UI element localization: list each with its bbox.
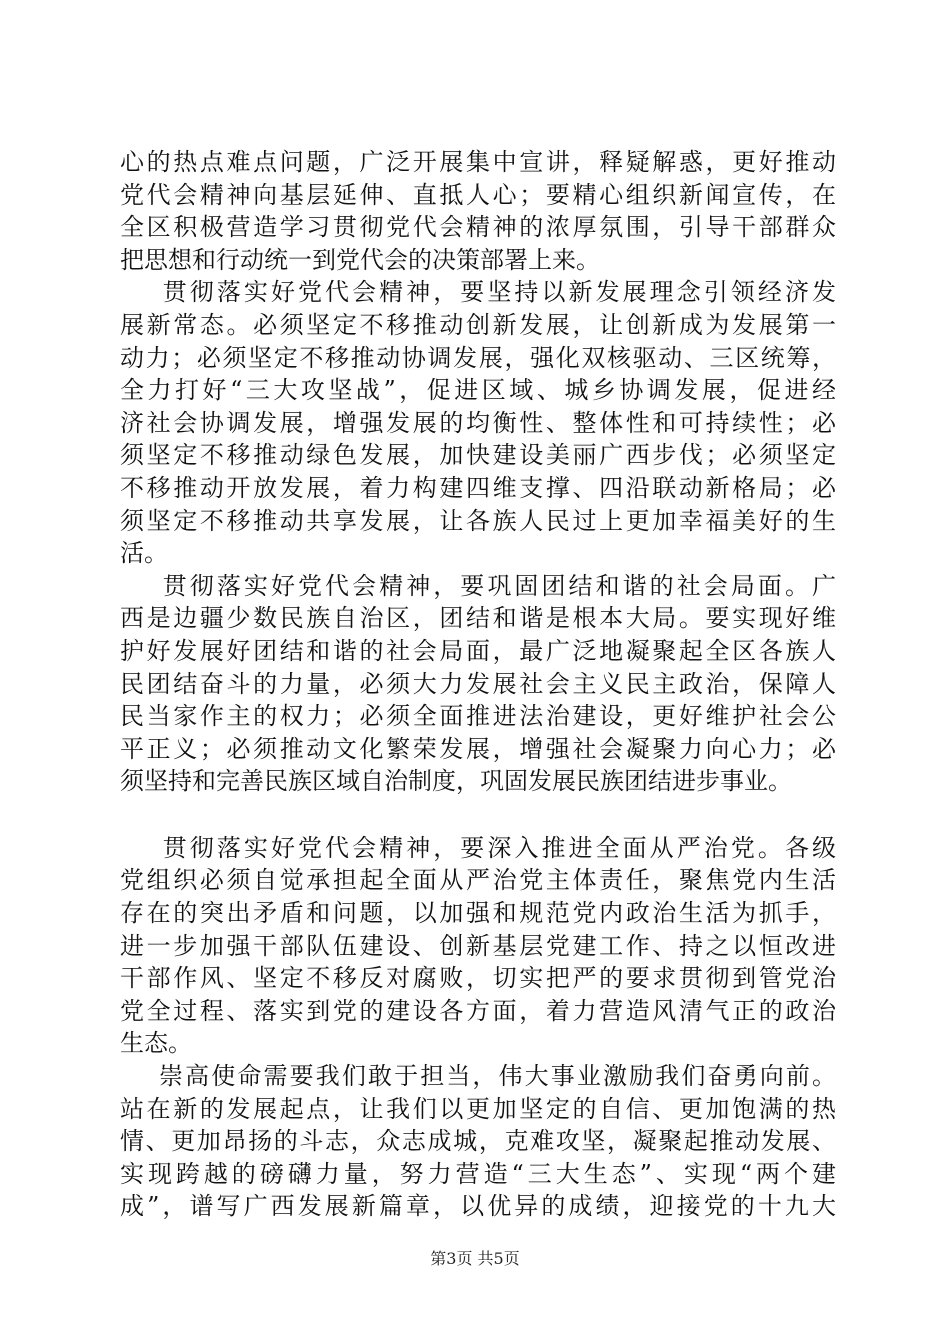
- text-line: 平正义；必须推动文化繁荣发展，增强社会凝聚力向心力；必: [120, 734, 836, 763]
- text-line: 生态。: [120, 1029, 192, 1058]
- page-footer: [0, 1246, 950, 1269]
- text-line: 民团结奋斗的力量，必须大力发展社会主义民主政治，保障人: [120, 669, 836, 698]
- text-line: 党代会精神向基层延伸、直抵人心；要精心组织新闻宣传，在: [120, 180, 836, 209]
- text-line: 贯彻落实好党代会精神，要深入推进全面从严治党。各级: [120, 833, 836, 862]
- paragraph-4: [120, 832, 836, 1060]
- text-line: 西是边疆少数民族自治区，团结和谐是根本大局。要实现好维: [120, 604, 836, 633]
- text-line: 实现跨越的磅礴力量，努力营造“三大生态”、实现“两个建: [120, 1159, 836, 1188]
- text-line: 心的热点难点问题，广泛开展集中宣讲，释疑解惑，更好推动: [120, 148, 836, 176]
- text-line: 崇高使命需要我们敢于担当，伟大事业激励我们奋勇向前。: [120, 1062, 836, 1091]
- text-line: 进一步加强干部队伍建设、创新基层党建工作、持之以恒改进: [120, 931, 836, 960]
- text-line: 成”，谱写广西发展新篇章，以优异的成绩，迎接党的十九大: [120, 1192, 836, 1221]
- text-line: 全力打好“三大攻坚战”，促进区域、城乡协调发展，促进经: [120, 376, 836, 405]
- paragraph-3: [120, 570, 836, 798]
- text-line: 济社会协调发展，增强发展的均衡性、整体性和可持续性；必: [120, 408, 836, 437]
- text-line: 护好发展好团结和谐的社会局面，最广泛地凝聚起全区各族人: [120, 636, 836, 665]
- text-line: 干部作风、坚定不移反对腐败，切实把严的要求贯彻到管党治: [120, 964, 836, 993]
- paragraph-5: [120, 1060, 836, 1223]
- paragraph-1: [120, 146, 836, 276]
- text-line: 党组织必须自觉承担起全面从严治党主体责任，聚焦党内生活: [120, 866, 836, 895]
- text-line: 贯彻落实好党代会精神，要坚持以新发展理念引领经济发: [120, 278, 836, 307]
- text-line: 须坚持和完善民族区域自治制度，巩固发展民族团结进步事业。: [120, 767, 792, 796]
- text-line: 全区积极营造学习贯彻党代会精神的浓厚氛围，引导干部群众: [120, 213, 836, 242]
- paragraph-spacer: [120, 798, 836, 832]
- text-line: 情、更加昂扬的斗志，众志成城，克难攻坚，凝聚起推动发展、: [120, 1127, 836, 1156]
- text-line: 站在新的发展起点，让我们以更加坚定的自信、更加饱满的热: [120, 1094, 836, 1123]
- text-line: 存在的突出矛盾和问题，以加强和规范党内政治生活为抓手，: [120, 899, 836, 928]
- text-line: 民当家作主的权力；必须全面推进法治建设，更好维护社会公: [120, 702, 836, 731]
- text-line: 须坚定不移推动共享发展，让各族人民过上更加幸福美好的生: [120, 506, 836, 535]
- text-line: 党全过程、落实到党的建设各方面，着力营造风清气正的政治: [120, 996, 836, 1025]
- text-line: 动力；必须坚定不移推动协调发展，强化双核驱动、三区统筹，: [120, 343, 836, 372]
- text-line: 活。: [120, 539, 168, 568]
- document-body: [120, 146, 836, 1223]
- text-line: 贯彻落实好党代会精神，要巩固团结和谐的社会局面。广: [120, 571, 836, 600]
- paragraph-2: [120, 276, 836, 569]
- page-number-label: 第3页 共5页: [430, 1249, 520, 1268]
- text-line: 不移推动开放发展，着力构建四维支撑、四沿联动新格局；必: [120, 473, 836, 502]
- text-line: 展新常态。必须坚定不移推动创新发展，让创新成为发展第一: [120, 310, 836, 339]
- text-line: 须坚定不移推动绿色发展，加快建设美丽广西步伐；必须坚定: [120, 441, 836, 470]
- text-line: 把思想和行动统一到党代会的决策部署上来。: [120, 245, 600, 274]
